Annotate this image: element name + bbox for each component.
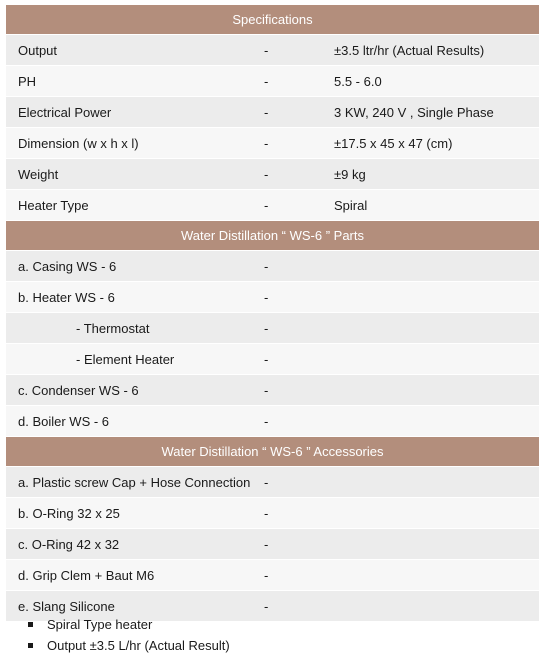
row-separator: -: [264, 351, 269, 367]
table-row: [6, 65, 539, 96]
row-separator: -: [264, 42, 269, 58]
row-value: ±9 kg: [334, 166, 366, 182]
table-row: [6, 528, 539, 559]
table-row: [6, 374, 539, 405]
table-row: [6, 127, 539, 158]
row-separator: -: [264, 258, 269, 274]
table-row: [6, 158, 539, 189]
table-row: [6, 250, 539, 281]
row-separator: -: [264, 289, 269, 305]
row-separator: -: [264, 166, 269, 182]
note-text: Spiral Type heater: [47, 617, 153, 632]
row-label: - Thermostat: [76, 320, 150, 336]
row-separator: -: [264, 197, 269, 213]
row-label: a. Plastic screw Cap + Hose Connection: [18, 474, 251, 490]
row-label: c. O-Ring 42 x 32: [18, 536, 120, 552]
row-label: a. Casing WS - 6: [18, 258, 117, 274]
table-row: [6, 497, 539, 528]
row-label: d. Grip Clem + Baut M6: [18, 567, 155, 583]
row-label: e. Slang Silicone: [18, 598, 115, 614]
row-separator: -: [264, 382, 269, 398]
table-row: [6, 312, 539, 343]
square-bullet-icon: [28, 622, 33, 627]
row-label: b. O-Ring 32 x 25: [18, 505, 120, 521]
row-label: Dimension (w x h x l): [18, 135, 139, 151]
row-label: PH: [18, 73, 37, 89]
table-row: [6, 466, 539, 497]
table-row: [6, 559, 539, 590]
row-separator: -: [264, 567, 269, 583]
row-label: b. Heater WS - 6: [18, 289, 115, 305]
row-value: 3 KW, 240 V , Single Phase: [334, 104, 494, 120]
row-label: Heater Type: [18, 197, 89, 213]
table-row: [6, 405, 539, 436]
row-separator: -: [264, 598, 269, 614]
row-separator: -: [264, 413, 269, 429]
notes-list: [28, 614, 230, 656]
row-separator: -: [264, 505, 269, 521]
row-label: Output: [18, 42, 58, 58]
row-separator: -: [264, 474, 269, 490]
row-separator: -: [264, 320, 269, 336]
row-label: - Element Heater: [76, 351, 175, 367]
row-value: 5.5 - 6.0: [334, 73, 382, 89]
table-row: [6, 96, 539, 127]
row-label: Electrical Power: [18, 104, 112, 120]
table-row: [6, 189, 539, 220]
row-separator: -: [264, 73, 269, 89]
row-separator: -: [264, 536, 269, 552]
table-row: [6, 34, 539, 65]
note-text: Output ±3.5 L/hr (Actual Result): [47, 638, 230, 653]
row-value: Spiral: [334, 197, 368, 213]
section-header-parts: Water Distillation “ WS-6 ” Parts: [6, 220, 539, 250]
row-label: d. Boiler WS - 6: [18, 413, 110, 429]
table-row: [6, 281, 539, 312]
row-label: c. Condenser WS - 6: [18, 382, 139, 398]
row-value: ±3.5 ltr/hr (Actual Results): [334, 42, 485, 58]
row-value: ±17.5 x 45 x 47 (cm): [334, 135, 453, 151]
table-row: [6, 343, 539, 374]
spec-table: [6, 4, 539, 621]
list-item: [28, 614, 230, 635]
section-header-specifications: Specifications: [6, 4, 539, 34]
list-item: [28, 635, 230, 656]
row-separator: -: [264, 104, 269, 120]
section-header-accessories: Water Distillation “ WS-6 ” Accessories: [6, 436, 539, 466]
row-separator: -: [264, 135, 269, 151]
row-label: Weight: [18, 166, 59, 182]
square-bullet-icon: [28, 643, 33, 648]
